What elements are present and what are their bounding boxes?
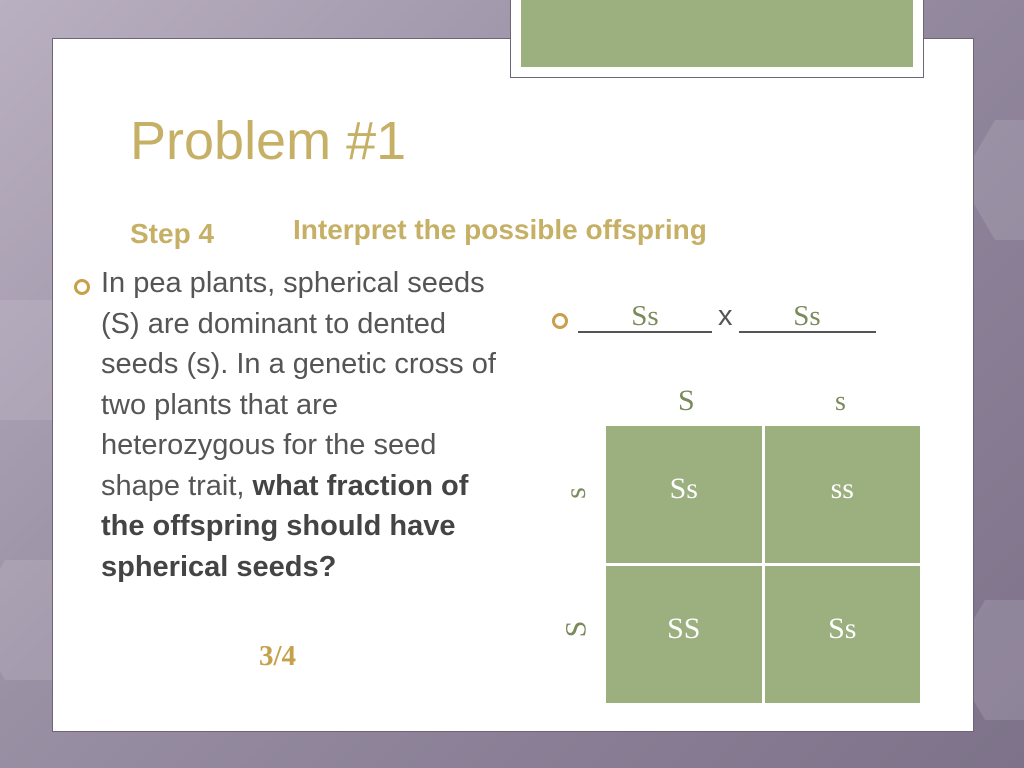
column-allele-2: s — [835, 386, 846, 417]
cross-operator: x — [718, 300, 733, 332]
punnett-square — [606, 426, 920, 703]
punnett-cell: SS — [606, 566, 762, 703]
bullet-icon — [74, 279, 90, 295]
punnett-cell: Ss — [606, 426, 762, 563]
title-decoration-box — [510, 0, 924, 78]
step-label: Step 4 — [130, 218, 215, 249]
problem-text-plain: In pea plants, spherical seeds (S) are dominant to dented seeds (s). In a genetic cross of two plants that are heterozygous for the seed shape trait, — [101, 267, 496, 502]
parent2-genotype: Ss — [739, 301, 876, 333]
parent1-genotype: Ss — [578, 301, 712, 333]
answer-text: 3/4 — [259, 640, 297, 672]
punnett-cell: ss — [765, 426, 921, 563]
title-decoration-fill — [521, 0, 913, 67]
slide-title: Problem #1 — [130, 111, 407, 171]
problem-question: what fraction of the offspring should have spherical seeds? — [101, 469, 469, 583]
bullet-icon — [552, 313, 568, 329]
column-allele-1: S — [678, 384, 695, 417]
row-allele-2: S — [559, 620, 593, 638]
cross-equation — [578, 300, 876, 333]
problem-statement — [101, 263, 511, 587]
punnett-cell: Ss — [765, 566, 921, 703]
row-allele-1: s — [558, 487, 592, 499]
step-description: Interpret the possible offspring — [293, 214, 707, 245]
